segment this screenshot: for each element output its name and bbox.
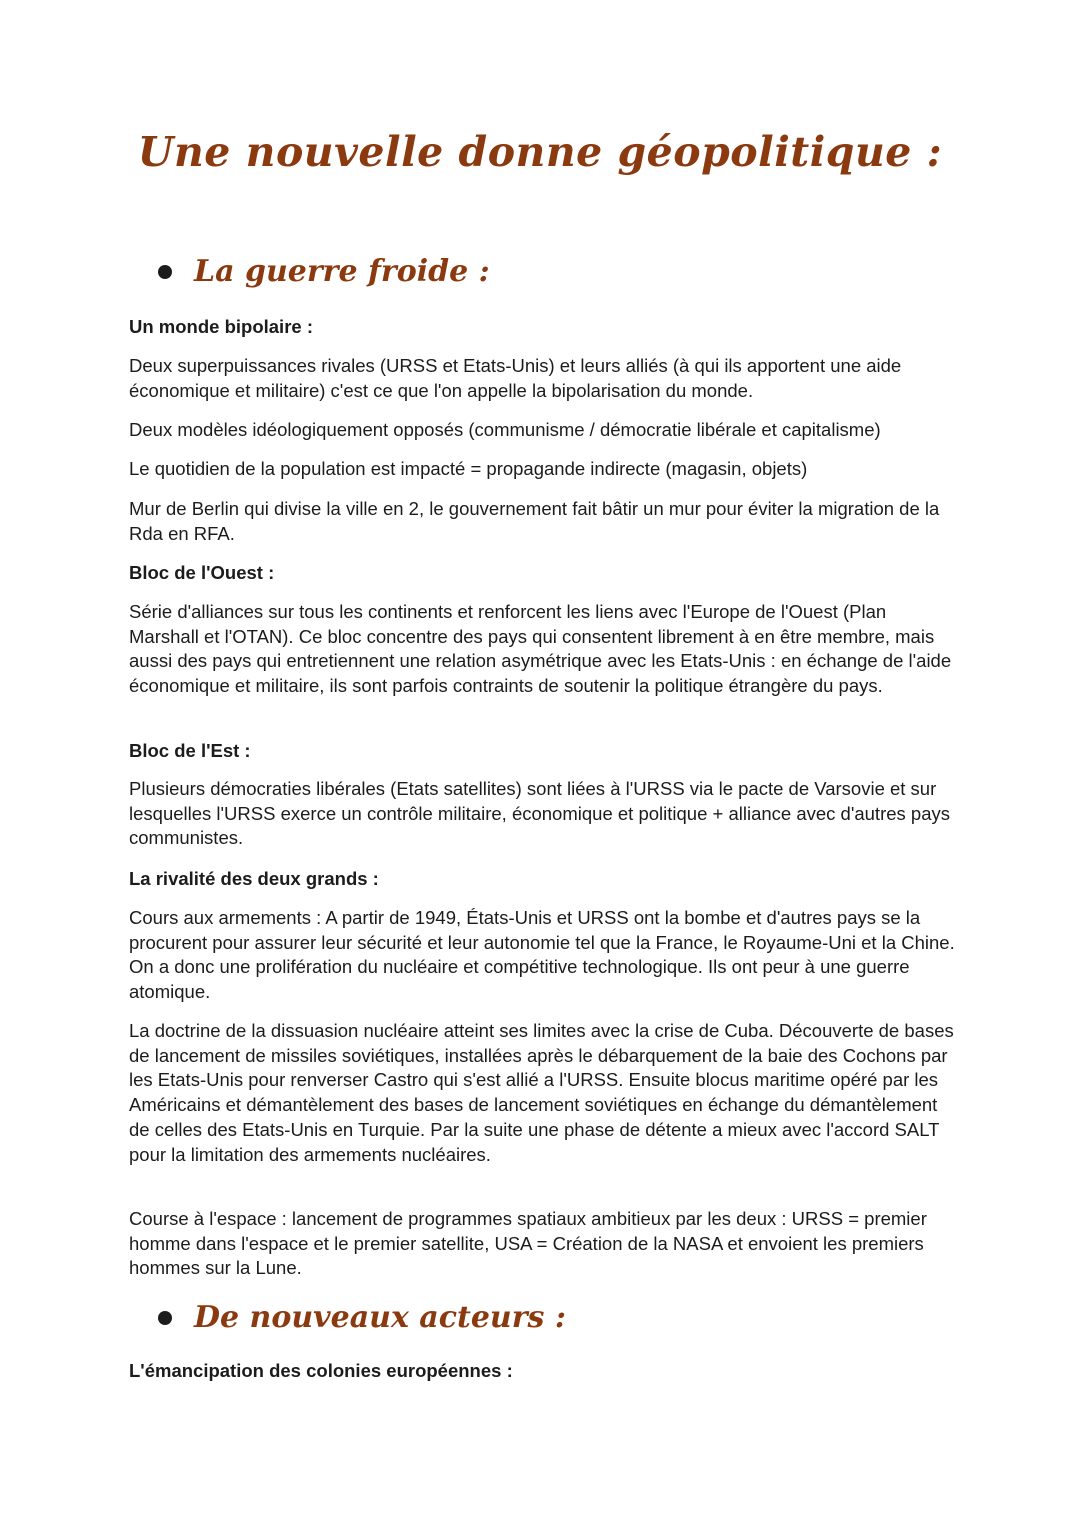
paragraph: Cours aux armements : A partir de 1949, États-Unis et URSS ont la bombe et d'autres pays se la procurent pour assurer leur sécurité et leur autonomie tel que la France, le Royaume-Uni et la Chine. On a donc une prolifération du nucléaire et compétitive technologique. Ils ont peur à une guerre atomique.: [129, 907, 955, 1003]
paragraph: Mur de Berlin qui divise la ville en 2, le gouvernement fait bâtir un mur pour éviter la migration de la Rda en RFA.: [129, 498, 940, 544]
section-heading-text: La guerre froide :: [194, 254, 490, 289]
paragraph: Deux superpuissances rivales (URSS et Etats-Unis) et leurs alliés (à qui ils apportent une aide économique et militaire) c'est ce que l'on appelle la bipolarisation du monde.: [129, 355, 902, 401]
subheading-emancipation: L'émancipation des colonies européennes :: [129, 1360, 513, 1381]
subheading-bloc-est: Bloc de l'Est :: [129, 740, 251, 761]
page-title: Une nouvelle donne géopolitique :: [137, 128, 943, 176]
paragraph: Deux modèles idéologiquement opposés (communisme / démocratie libérale et capitalisme): [129, 419, 881, 440]
paragraph: La doctrine de la dissuasion nucléaire atteint ses limites avec la crise de Cuba. Découverte de bases de lancement de missiles soviétiques, installées après le débarquement de la baie des Cochons par les Etats-Unis pour renverser Castro qui s'est allié a l'URSS. Ensuite blocus maritime opéré par les Américains et démantèlement des bases de lancement soviétiques en échange du démantèlement de celles des Etats-Unis en Turquie. Par la suite une phase de détente a mieux avec l'accord SALT pour la limitation des armements nucléaires.: [129, 1020, 954, 1165]
bullet-icon: [158, 265, 172, 279]
subheading-rivalite: La rivalité des deux grands :: [129, 868, 379, 889]
section-heading-text: De nouveaux acteurs :: [194, 1300, 566, 1335]
paragraph: Série d'alliances sur tous les continents et renforcent les liens avec l'Europe de l'Ouest (Plan Marshall et l'OTAN). Ce bloc concentre des pays qui consentent librement à en être membre, mais aussi des pays qui entretiennent une relation asymétrique avec les Etats-Unis : en échange de l'aide économique et militaire, ils sont parfois contraints de soutenir la politique étrangère du pays.: [129, 601, 952, 697]
paragraph: Plusieurs démocraties libérales (Etats satellites) sont liées à l'URSS via le pacte de Varsovie et sur lesquelles l'URSS exerce un contrôle militaire, économique et politique + alliance avec d'autres pays communistes.: [129, 778, 950, 849]
bullet-icon: [158, 1311, 172, 1325]
paragraph: Le quotidien de la population est impacté = propagande indirecte (magasin, objets): [129, 458, 808, 479]
section-heading-guerre-froide: [158, 254, 490, 289]
subheading-monde-bipolaire: Un monde bipolaire :: [129, 316, 313, 337]
subheading-bloc-ouest: Bloc de l'Ouest :: [129, 562, 275, 583]
paragraph: Course à l'espace : lancement de programmes spatiaux ambitieux par les deux : URSS = premier homme dans l'espace et le premier satellite, USA = Création de la NASA et envoient les premiers hommes sur la Lune.: [129, 1208, 927, 1279]
section-heading-nouveaux-acteurs: [158, 1300, 566, 1335]
